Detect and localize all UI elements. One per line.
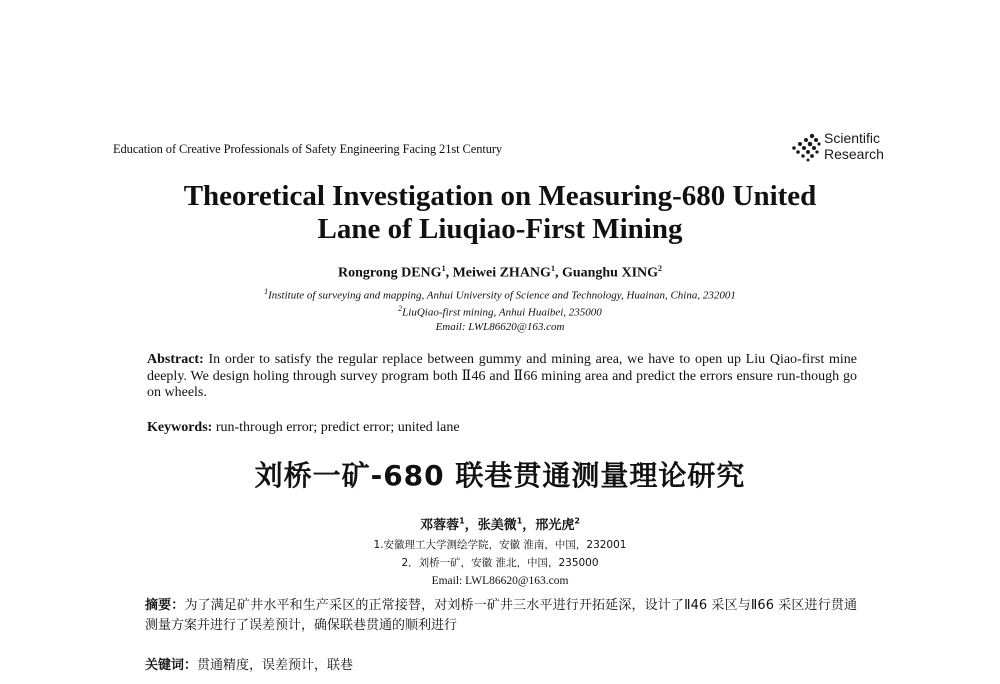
affiliation-superscript: 1 bbox=[264, 287, 269, 296]
series-title: Education of Creative Professionals of Safety Engineering Facing 21st Century bbox=[113, 142, 503, 156]
chinese-affiliation-1: 1.安徽理工大学测绘学院，安徽 淮南，中国，232001 bbox=[373, 539, 627, 551]
english-authors bbox=[150, 264, 850, 282]
author-separator: ， bbox=[522, 518, 536, 533]
chinese-affiliation-2: 2．刘桥一矿，安徽 淮北，中国，235000 bbox=[401, 557, 599, 569]
chinese-abstract bbox=[145, 596, 857, 636]
affiliation-text: Institute of surveying and mapping, Anhui University of Science and Technology, Huainan, China, 232001 bbox=[268, 289, 736, 302]
logo-text-line1: Scientific bbox=[824, 130, 881, 146]
keywords-label: 关键词： bbox=[145, 658, 198, 673]
abstract-text: In order to satisfy the regular replace between gummy and mining area, we have to open up Liu Qiao-first mine deeply. We design holing through survey program both Ⅱ46 and Ⅱ66 mining area and predict the errors ensure run-though go on wheels. bbox=[147, 352, 857, 400]
english-keywords bbox=[147, 420, 460, 436]
affiliation-text: LiuQiao-first mining, Anhui Huaibei, 235000 bbox=[402, 306, 602, 319]
logo-text-line2: Research bbox=[824, 146, 884, 162]
dot-cluster-icon bbox=[790, 132, 822, 162]
chinese-title: 刘桥一矿-680 联巷贯通测量理论研究 bbox=[254, 459, 746, 492]
english-affiliation-1 bbox=[150, 287, 850, 302]
english-abstract bbox=[147, 352, 857, 402]
english-title-line2: Lane of Liuqiao-First Mining bbox=[317, 213, 683, 245]
english-affiliation-2 bbox=[150, 304, 850, 319]
author-superscript: 2 bbox=[658, 264, 663, 273]
author-superscript: 1 bbox=[516, 516, 523, 526]
keywords-text: 贯通精度，误差预计，联巷 bbox=[197, 658, 354, 673]
author-superscript: 2 bbox=[574, 516, 580, 526]
author-name: Meiwei ZHANG bbox=[452, 265, 551, 281]
abstract-label: 摘要： bbox=[145, 598, 185, 613]
english-title-line1: Theoretical Investigation on Measuring-680 United bbox=[183, 180, 817, 212]
author-separator: , bbox=[554, 265, 562, 281]
author-name: 邓蓉蓉 bbox=[420, 518, 460, 533]
keywords-text: run-through error; predict error; united lane bbox=[215, 420, 460, 435]
english-title bbox=[120, 180, 880, 246]
keywords-label: Keywords: bbox=[147, 420, 213, 435]
english-email: Email: LWL86620@163.com bbox=[435, 321, 565, 333]
affiliation-superscript: 2 bbox=[398, 304, 403, 313]
chinese-keywords bbox=[145, 654, 353, 673]
author-name: Guanghu XING bbox=[561, 265, 659, 281]
author-superscript: 1 bbox=[550, 264, 555, 273]
author-name: Rongrong DENG bbox=[337, 265, 442, 281]
chinese-authors bbox=[150, 514, 850, 533]
author-superscript: 1 bbox=[459, 516, 465, 526]
abstract-label: Abstract: bbox=[147, 352, 204, 367]
author-name: 张美微 bbox=[477, 518, 517, 533]
author-separator: ， bbox=[464, 518, 478, 533]
abstract-text: 为了满足矿井水平和生产采区的正常接替，对刘桥一矿井三水平进行开拓延深，设计了Ⅱ46 采区与Ⅱ66 采区进行贯通测量方案并进行了误差预计，确保联巷贯通的顺利进行 bbox=[145, 598, 857, 633]
chinese-email: Email: LWL86620@163.com bbox=[431, 575, 569, 587]
author-superscript: 1 bbox=[441, 264, 446, 273]
author-name: 邢光虎 bbox=[535, 518, 575, 533]
author-separator: , bbox=[445, 265, 453, 281]
scientific-research-logo bbox=[790, 130, 900, 166]
